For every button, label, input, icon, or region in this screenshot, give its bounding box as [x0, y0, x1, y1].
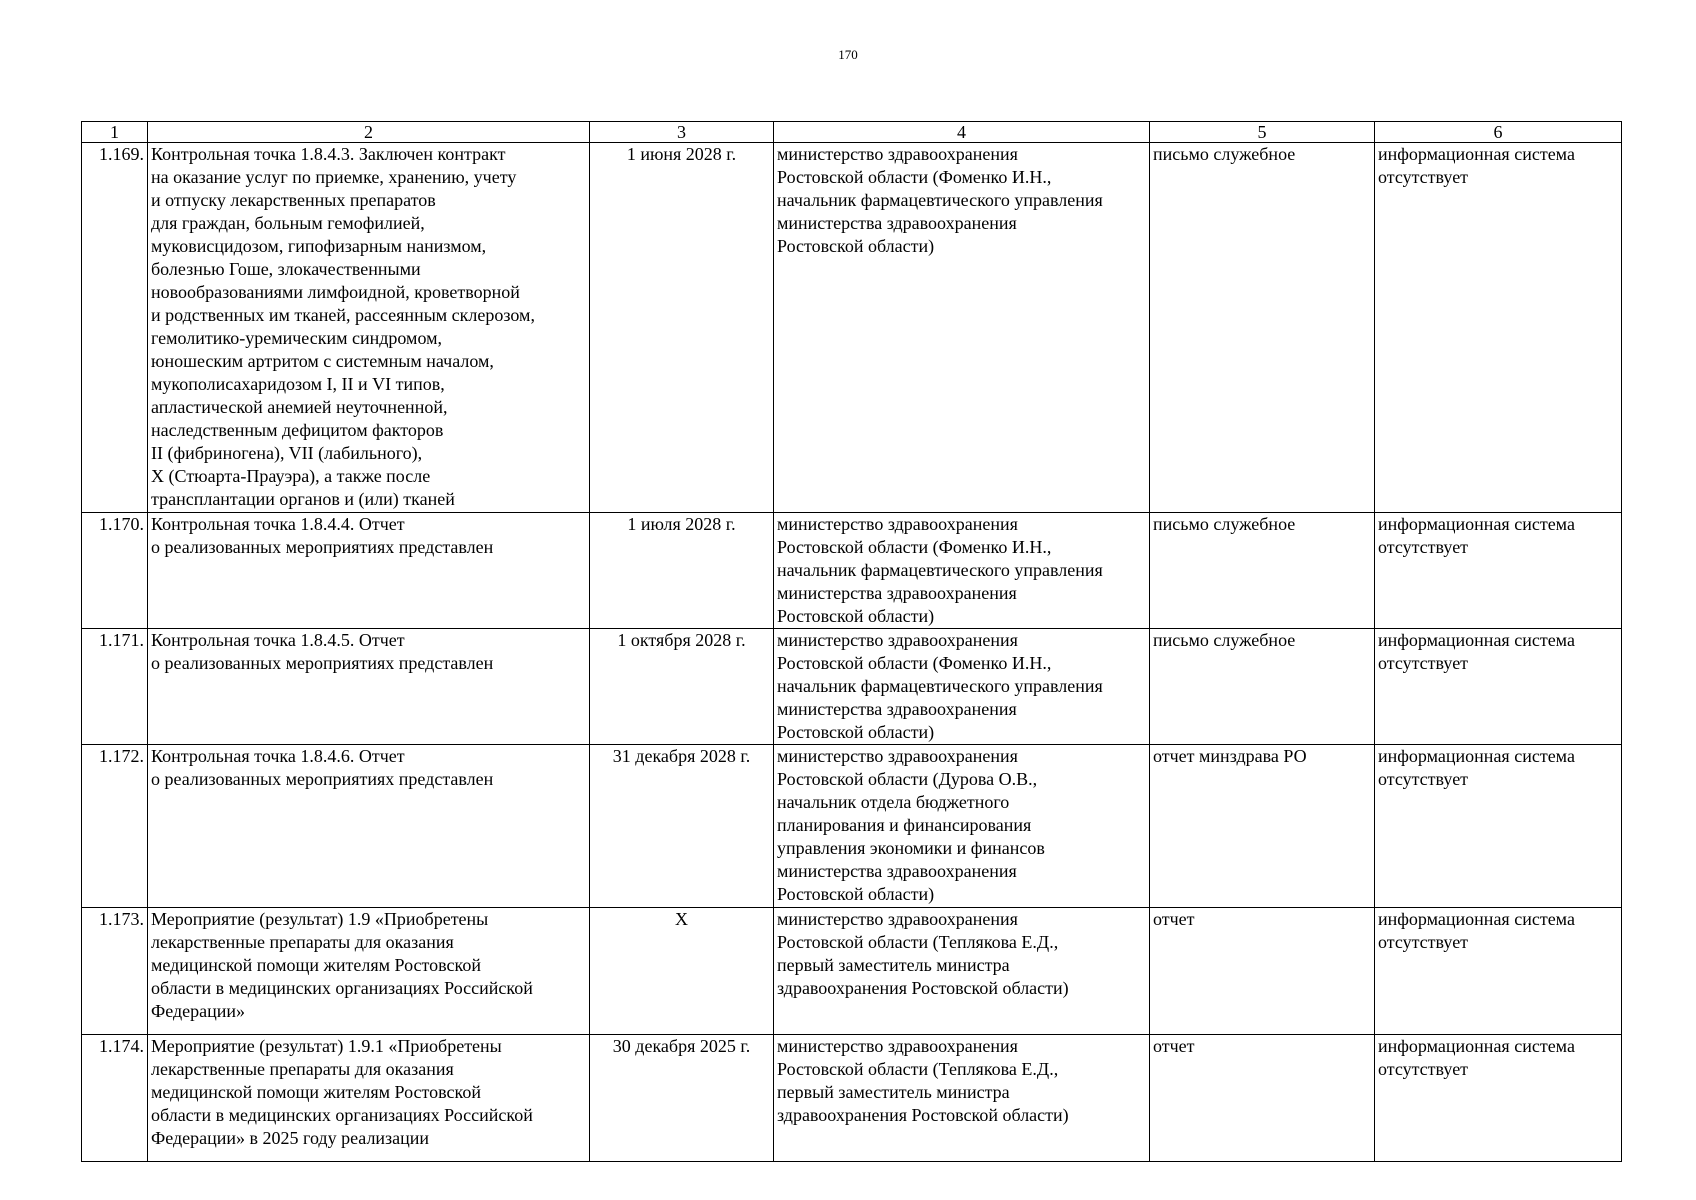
- system-line: отсутствует: [1378, 167, 1469, 187]
- description-line: лекарственные препараты для оказания: [151, 1059, 454, 1079]
- description-line: болезнью Гоше, злокачественными: [151, 259, 421, 279]
- responsible-line: Ростовской области (Теплякова Е.Д.,: [777, 932, 1059, 952]
- date-cell: 30 декабря 2025 г.: [590, 1035, 774, 1162]
- responsible-line: министерства здравоохранения: [777, 213, 1017, 233]
- description-line: для граждан, больным гемофилией,: [151, 213, 425, 233]
- responsible-line: планирования и финансирования: [777, 815, 1032, 835]
- description-line: медицинской помощи жителям Ростовской: [151, 1082, 482, 1102]
- system-line: информационная система: [1378, 1036, 1575, 1056]
- responsible-line: начальник фармацевтического управления: [777, 190, 1103, 210]
- system-line: информационная система: [1378, 514, 1575, 534]
- row-number-cell: 1.169.: [82, 143, 148, 513]
- description-line: и отпуску лекарственных препаратов: [151, 190, 436, 210]
- system-cell: [1375, 908, 1622, 1035]
- description-line: на оказание услуг по приемке, хранению, учету: [151, 167, 517, 187]
- header-col-1: 1: [82, 122, 148, 143]
- responsible-line: начальник отдела бюджетного: [777, 792, 1010, 812]
- row-number-cell: 1.172.: [82, 745, 148, 908]
- responsible-line: Ростовской области (Фоменко И.Н.,: [777, 653, 1052, 673]
- description-line: гемолитико-уремическим синдромом,: [151, 328, 442, 348]
- date-cell: 1 июля 2028 г.: [590, 513, 774, 629]
- description-cell: [148, 1035, 590, 1162]
- row-number-cell: 1.170.: [82, 513, 148, 629]
- document-cell: отчет: [1150, 908, 1375, 1035]
- description-line: наследственным дефицитом факторов: [151, 420, 444, 440]
- system-line: отсутствует: [1378, 769, 1469, 789]
- description-line: области в медицинских организациях Российской: [151, 1105, 533, 1125]
- responsible-line: начальник фармацевтического управления: [777, 676, 1103, 696]
- header-col-5: 5: [1150, 122, 1375, 143]
- description-cell: [148, 513, 590, 629]
- responsible-line: министерства здравоохранения: [777, 583, 1017, 603]
- table-body: [82, 143, 1622, 1162]
- table-row: [82, 745, 1622, 908]
- table-row: [82, 908, 1622, 1035]
- row-number-cell: 1.173.: [82, 908, 148, 1035]
- responsible-line: Ростовской области (Фоменко И.Н.,: [777, 167, 1052, 187]
- responsible-line: министерства здравоохранения: [777, 861, 1017, 881]
- system-cell: [1375, 629, 1622, 745]
- page-number: 170: [838, 47, 858, 62]
- description-line: Мероприятие (результат) 1.9 «Приобретены: [151, 909, 489, 929]
- document-cell: письмо служебное: [1150, 513, 1375, 629]
- responsible-line: министерства здравоохранения: [777, 699, 1017, 719]
- responsible-line: министерство здравоохранения: [777, 909, 1018, 929]
- table-row: [82, 143, 1622, 513]
- header-col-6: 6: [1375, 122, 1622, 143]
- description-line: Федерации»: [151, 1001, 246, 1021]
- responsible-line: министерство здравоохранения: [777, 514, 1018, 534]
- system-cell: [1375, 1035, 1622, 1162]
- system-line: информационная система: [1378, 144, 1575, 164]
- row-number-cell: 1.171.: [82, 629, 148, 745]
- description-cell: [148, 745, 590, 908]
- description-line: X (Стюарта-Прауэра), а также после: [151, 466, 431, 486]
- responsible-cell: [774, 745, 1150, 908]
- responsible-line: первый заместитель министра: [777, 955, 1010, 975]
- system-cell: [1375, 745, 1622, 908]
- date-cell: 31 декабря 2028 г.: [590, 745, 774, 908]
- date-cell: X: [590, 908, 774, 1035]
- responsible-line: здравоохранения Ростовской области): [777, 978, 1069, 998]
- description-line: II (фибриногена), VII (лабильного),: [151, 443, 423, 463]
- responsible-cell: [774, 1035, 1150, 1162]
- responsible-line: Ростовской области (Дурова О.В.,: [777, 769, 1038, 789]
- description-line: лекарственные препараты для оказания: [151, 932, 454, 952]
- description-line: Контрольная точка 1.8.4.6. Отчет: [151, 746, 405, 766]
- description-line: новообразованиями лимфоидной, кроветворной: [151, 282, 520, 302]
- system-line: отсутствует: [1378, 1059, 1469, 1079]
- system-line: информационная система: [1378, 746, 1575, 766]
- system-line: отсутствует: [1378, 537, 1469, 557]
- responsible-line: Ростовской области): [777, 722, 935, 742]
- description-line: трансплантации органов и (или) тканей: [151, 489, 455, 509]
- responsible-cell: [774, 143, 1150, 513]
- header-col-3: 3: [590, 122, 774, 143]
- description-line: муковисцидозом, гипофизарным нанизмом,: [151, 236, 487, 256]
- system-cell: [1375, 513, 1622, 629]
- responsible-line: министерство здравоохранения: [777, 144, 1018, 164]
- system-cell: [1375, 143, 1622, 513]
- document-cell: письмо служебное: [1150, 629, 1375, 745]
- system-line: отсутствует: [1378, 932, 1469, 952]
- table-row: [82, 629, 1622, 745]
- responsible-line: Ростовской области): [777, 236, 935, 256]
- system-line: отсутствует: [1378, 653, 1469, 673]
- description-line: Контрольная точка 1.8.4.5. Отчет: [151, 630, 405, 650]
- date-cell: 1 июня 2028 г.: [590, 143, 774, 513]
- description-cell: [148, 908, 590, 1035]
- responsible-line: Ростовской области): [777, 884, 935, 904]
- description-line: и родственных им тканей, рассеянным склерозом,: [151, 305, 535, 325]
- description-line: Контрольная точка 1.8.4.4. Отчет: [151, 514, 405, 534]
- responsible-line: министерство здравоохранения: [777, 1036, 1018, 1056]
- description-line: юношеским артритом с системным началом,: [151, 351, 494, 371]
- system-line: информационная система: [1378, 630, 1575, 650]
- header-col-2: 2: [148, 122, 590, 143]
- header-col-4: 4: [774, 122, 1150, 143]
- system-line: информационная система: [1378, 909, 1575, 929]
- responsible-line: министерство здравоохранения: [777, 746, 1018, 766]
- description-cell: [148, 143, 590, 513]
- responsible-line: Ростовской области (Фоменко И.Н.,: [777, 537, 1052, 557]
- description-line: Контрольная точка 1.8.4.3. Заключен контракт: [151, 144, 506, 164]
- description-line: Мероприятие (результат) 1.9.1 «Приобретены: [151, 1036, 502, 1056]
- description-line: о реализованных мероприятиях представлен: [151, 769, 494, 789]
- table-row: [82, 513, 1622, 629]
- responsible-cell: [774, 513, 1150, 629]
- table-row: [82, 1035, 1622, 1162]
- header-row: [82, 122, 1622, 143]
- description-line: апластической анемией неуточненной,: [151, 397, 448, 417]
- responsible-cell: [774, 629, 1150, 745]
- row-number-cell: 1.174.: [82, 1035, 148, 1162]
- description-line: Федерации» в 2025 году реализации: [151, 1128, 430, 1148]
- responsible-line: первый заместитель министра: [777, 1082, 1010, 1102]
- description-line: о реализованных мероприятиях представлен: [151, 537, 494, 557]
- responsible-line: управления экономики и финансов: [777, 838, 1045, 858]
- responsible-line: Ростовской области): [777, 606, 935, 626]
- description-line: области в медицинских организациях Российской: [151, 978, 533, 998]
- date-cell: 1 октября 2028 г.: [590, 629, 774, 745]
- plan-table: [81, 121, 1622, 1162]
- document-cell: отчет минздрава РО: [1150, 745, 1375, 908]
- responsible-line: здравоохранения Ростовской области): [777, 1105, 1069, 1125]
- responsible-line: Ростовской области (Теплякова Е.Д.,: [777, 1059, 1059, 1079]
- responsible-line: начальник фармацевтического управления: [777, 560, 1103, 580]
- description-line: о реализованных мероприятиях представлен: [151, 653, 494, 673]
- description-line: медицинской помощи жителям Ростовской: [151, 955, 482, 975]
- responsible-line: министерство здравоохранения: [777, 630, 1018, 650]
- responsible-cell: [774, 908, 1150, 1035]
- document-cell: письмо служебное: [1150, 143, 1375, 513]
- document-cell: отчет: [1150, 1035, 1375, 1162]
- description-line: мукополисахаридозом I, II и VI типов,: [151, 374, 445, 394]
- description-cell: [148, 629, 590, 745]
